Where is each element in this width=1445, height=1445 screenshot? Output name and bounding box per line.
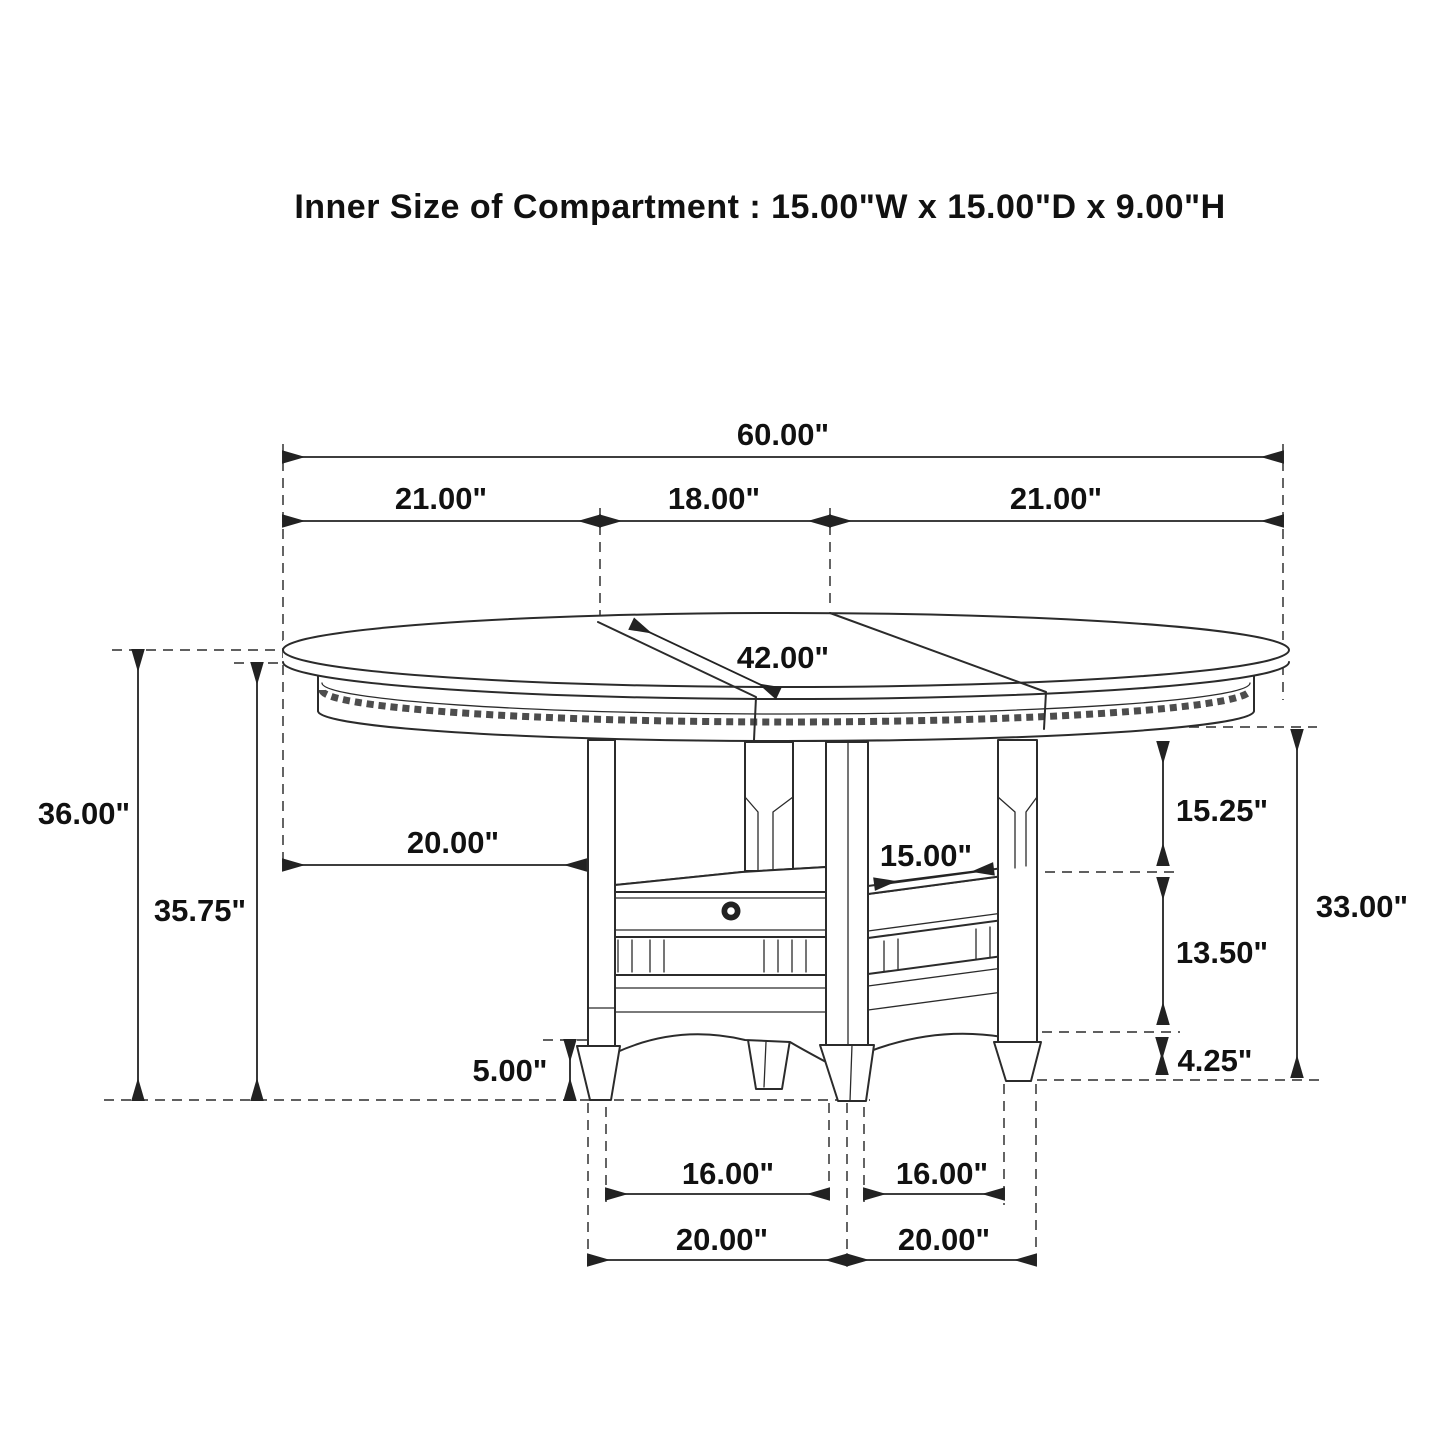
compartment-left-face [615,867,826,1062]
dim-425-label: 4.25" [1177,1043,1253,1078]
dim-21-left-label: 21.00" [394,481,488,516]
dim-20-overhang-label: 20.00" [406,825,500,860]
center-post [826,742,868,1045]
dim-1350-label: 13.50" [1175,935,1269,970]
diagram-title: Inner Size of Compartment : 15.00"W x 15.00"D x 9.00"H [294,188,1226,226]
dim-18-label: 18.00" [667,481,761,516]
dimension-lines [38,417,1408,1268]
center-foot [820,1045,874,1101]
right-foot [994,1042,1041,1081]
dim-60-label: 60.00" [736,417,830,452]
dim-21-right-label: 21.00" [1009,481,1103,516]
dim-5-label: 5.00" [472,1053,548,1088]
dim-16-right-label: 16.00" [895,1156,989,1191]
dim-15-label: 15.00" [879,838,973,873]
shelf-top-left [615,867,826,892]
table-top [283,613,1289,741]
back-post [745,742,793,871]
dim-16-left-label: 16.00" [681,1156,775,1191]
dim-42-label: 42.00" [736,640,830,675]
pedestal-base [577,740,1041,1101]
dim-20-bottom-left-label: 20.00" [675,1222,769,1257]
left-foot [577,1046,620,1100]
dim-20-bottom-right-label: 20.00" [897,1222,991,1257]
dim-3575-label: 35.75" [153,893,247,928]
left-post [588,740,615,1046]
dim-1525-label: 15.25" [1175,793,1269,828]
back-leg [748,1040,790,1089]
right-post [998,740,1037,1042]
dim-36-label: 36.00" [37,796,131,831]
dim-33-label: 33.00" [1315,889,1409,924]
